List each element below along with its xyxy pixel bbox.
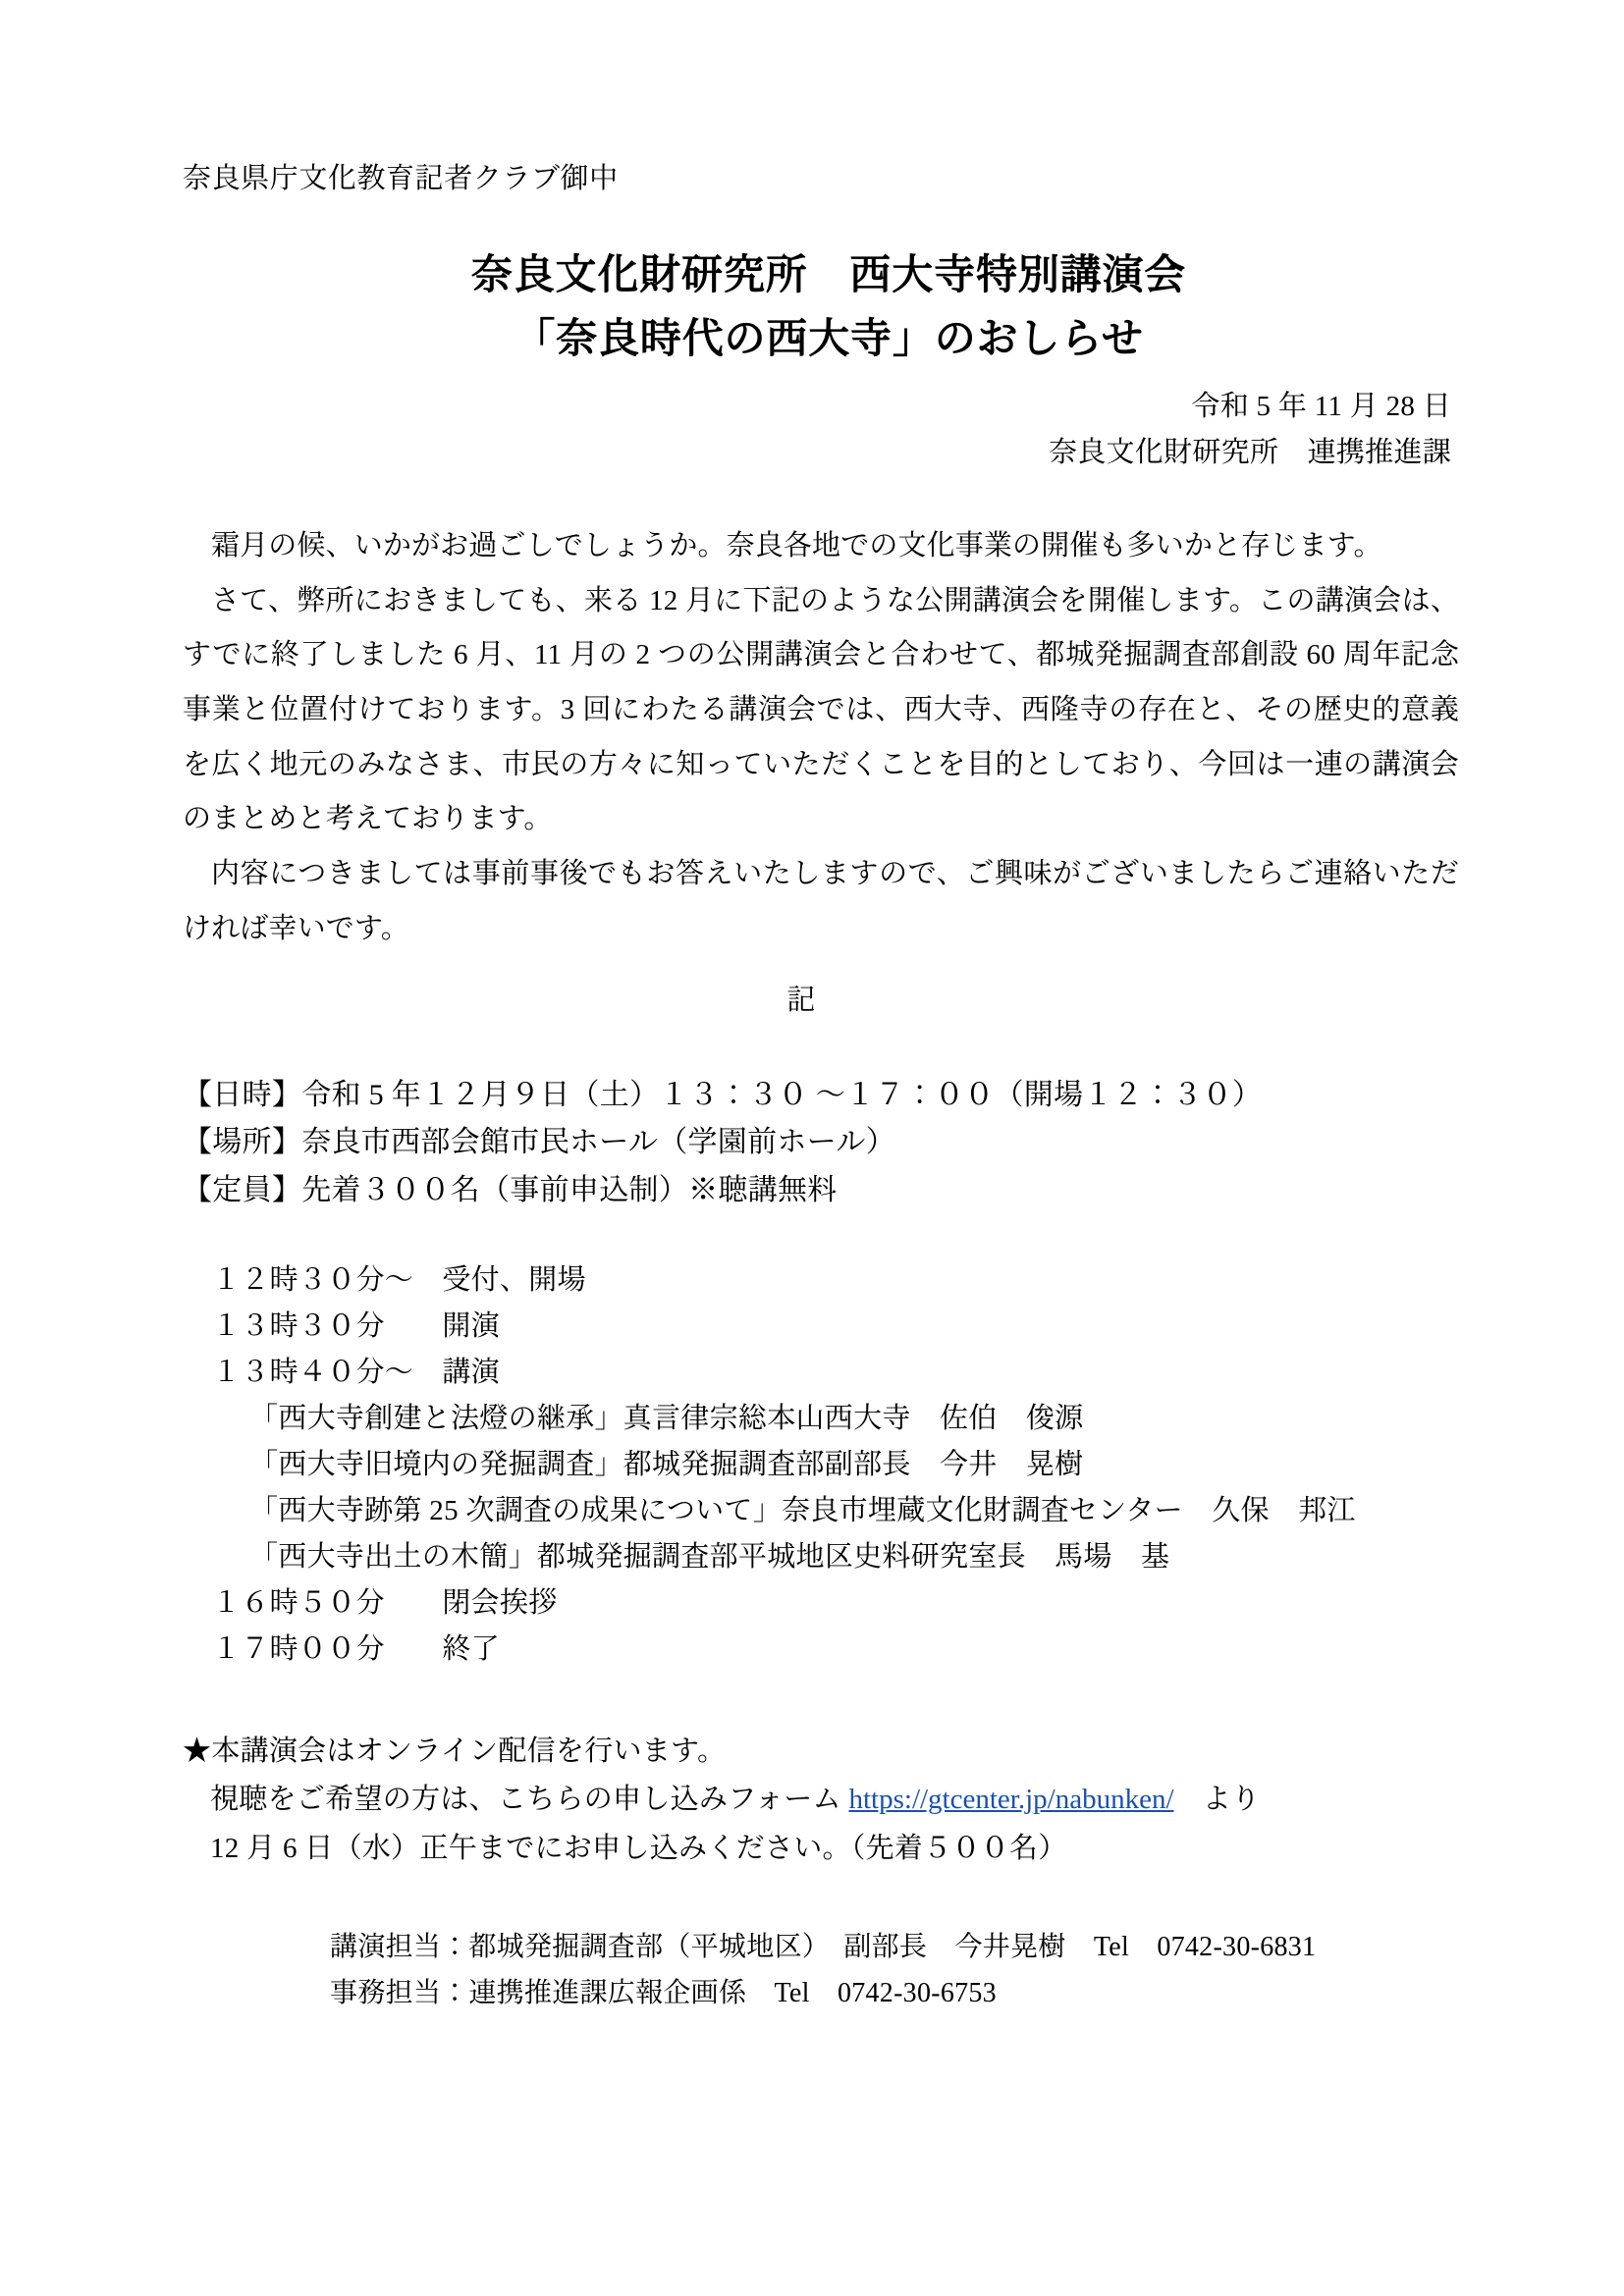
event-info-list (183, 1072, 1459, 1215)
event-schedule (212, 1257, 1459, 1673)
body-paragraph: 内容につきましては事前事後でもお答えいたしますので、ご興味がございましたらご連絡いただければ幸いです。 (183, 858, 1459, 944)
addressee-line: 奈良県庁文化教育記者クラブ御中 (183, 163, 619, 194)
schedule-lecture-item: 「西大寺旧境内の発掘調査」都城発掘調査部副部長 今井 晃樹 (249, 1449, 1084, 1481)
issue-date: 令和 5 年 11 月 28 日 (1191, 391, 1451, 423)
online-text-after-link: より (1173, 1784, 1261, 1816)
online-streaming-notice (183, 1728, 1459, 1873)
title-line-2: 「奈良時代の西大寺」のおしらせ (514, 317, 1144, 363)
contact-footer (330, 1924, 1459, 2017)
schedule-lecture-item: 「西大寺跡第 25 次調査の成果について」奈良市埋蔵文化財調査センター 久保 邦江 (249, 1495, 1356, 1527)
document-title (183, 244, 1459, 372)
document-content (183, 165, 1459, 2017)
sender-organization: 奈良文化財研究所 連携推進課 (1048, 437, 1451, 469)
online-application-line (183, 1776, 1459, 1824)
schedule-item: １６時５０分 閉会挨拶 (212, 1587, 558, 1620)
schedule-lecture-item: 「西大寺創建と法燈の継承」真言律宗総本山西大寺 佐伯 俊源 (249, 1403, 1084, 1435)
event-info-capacity: 【定員】先着３００名（事前申込制）※聴講無料 (183, 1173, 838, 1206)
schedule-item: １３時４０分～ 講演 (212, 1357, 500, 1389)
schedule-item: １２時３０分～ 受付、開場 (212, 1264, 586, 1297)
body-paragraph: さて、弊所におきましても、来る 12 月に下記のような公開講演会を開催します。この講演会は、すでに終了しました 6 月、11 月の 2 つの公開講演会と合わせて、都城発掘調査部創設 60 周年記念事業と位置付けております。3 回にわたる講演会では、西大寺、西隆寺の存在と、その歴史的意義を広く地元のみなさま、市民の方々に知っていただくことを目的としており、今回は一連の講演会のまとめと考えております。 (183, 584, 1459, 835)
online-deadline-line: 12 月 6 日（水）正午までにお申し込みください。（先着５００名） (210, 1832, 1067, 1864)
title-line-1: 奈良文化財研究所 西大寺特別講演会 (470, 253, 1187, 298)
ki-mark: 記 (786, 984, 816, 1016)
schedule-item: １３時３０分 開演 (212, 1310, 500, 1343)
event-info-venue: 【場所】奈良市西部会館市民ホール（学園前ホール） (183, 1126, 895, 1159)
online-text-before-link: 視聴をご希望の方は、こちらの申し込みフォーム (210, 1784, 849, 1816)
online-heading: ★本講演会はオンライン配信を行います。 (183, 1735, 727, 1767)
document-meta (183, 384, 1459, 476)
event-info-datetime: 【日時】令和 5 年１２月９日（土）１３：３０ ～１７：００（開場１２：３０） (183, 1078, 1263, 1111)
body-paragraph: 霜月の候、いかがお過ごしでしょうか。奈良各地での文化事業の開催も多いかと存じます。 (211, 530, 1382, 562)
application-form-link[interactable]: https://gtcenter.jp/nabunken/ (848, 1784, 1174, 1816)
schedule-item: １７時００分 終了 (212, 1633, 500, 1666)
schedule-lecture-item: 「西大寺出土の木簡」都城発掘調査部平城地区史料研究室長 馬場 基 (249, 1541, 1170, 1574)
body-paragraphs (183, 519, 1459, 956)
office-contact-line: 事務担当：連携推進課広報企画係 Tel 0742-30-6753 (330, 1978, 997, 2009)
lecture-contact-line: 講演担当：都城発掘調査部（平城地区） 副部長 今井晃樹 Tel 0742-30-6831 (330, 1931, 1317, 1962)
